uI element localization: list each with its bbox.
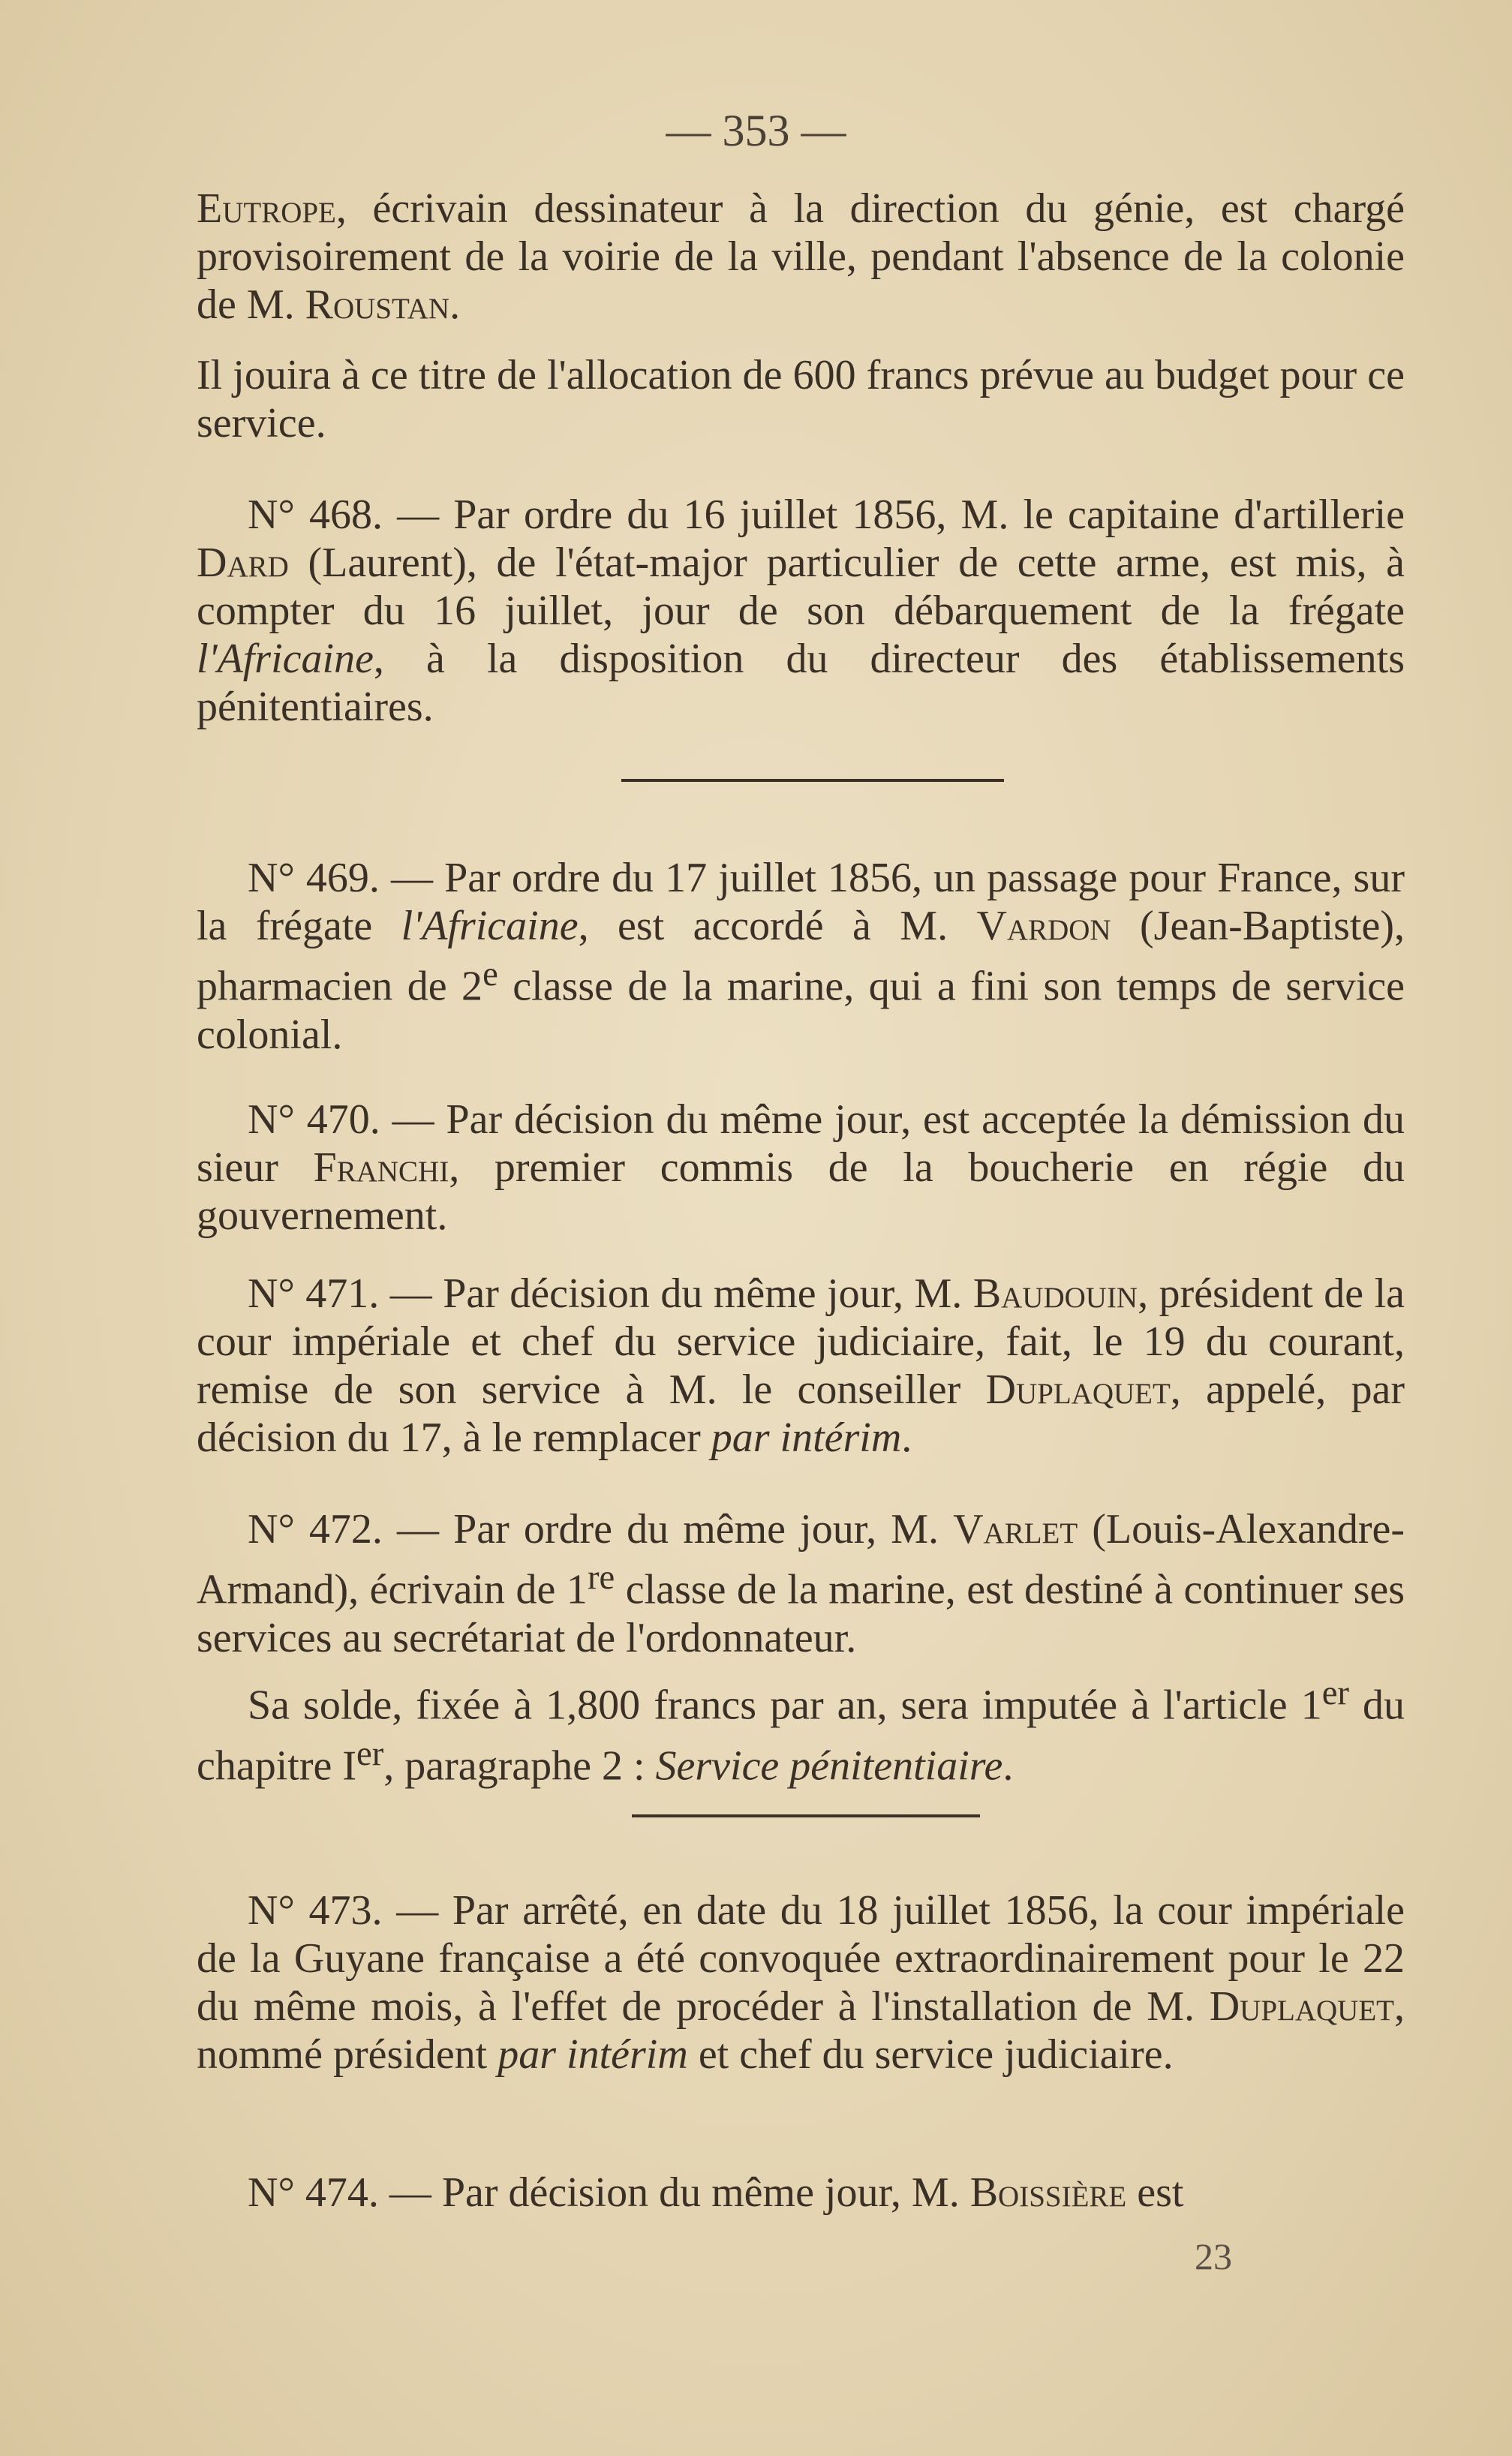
separator-rule-2 xyxy=(632,1814,980,1817)
interim-phrase: par intérim xyxy=(497,2031,688,2078)
entry-468 xyxy=(197,491,1405,731)
entry-474 xyxy=(197,2169,1405,2217)
paragraph-472: N° 472. — Par ordre du même jour, M. Varlet (Louis-Alexandre-Armand), écrivain de 1re classe de la marine, est destiné à continuer ses services au secrétariat de l'ordonnateur. xyxy=(197,1506,1405,1661)
entry-473 xyxy=(197,1886,1405,2079)
name-duplaquet: Duplaquet xyxy=(985,1366,1171,1413)
entry-472 xyxy=(197,1505,1405,1662)
paragraph-469: N° 469. — Par ordre du 17 juillet 1856, un passage pour France, sur la frégate l'Africaine, est accordé à M. Vardon (Jean-Baptiste), pharmacien de 2e classe de la marine, qui a fini son temps de service colonial. xyxy=(197,855,1405,1058)
paragraph-solde: Sa solde, fixée à 1,800 francs par an, sera imputée à l'article 1er du chapitre Ier, paragraphe 2 : Service pénitentiaire. xyxy=(197,1673,1405,1790)
paragraph-474: N° 474. — Par décision du même jour, M. Boissière est xyxy=(248,2169,1184,2216)
ship-name: l'Africaine xyxy=(197,636,374,682)
entry-469 xyxy=(197,854,1405,1059)
paragraph-468: N° 468. — Par ordre du 16 juillet 1856, M. le capitaine d'artillerie Dard (Laurent), de l'état-major particulier de cette arme, est mis, à compter du 16 juillet, jour de son débarquement de la frégate l'Africaine, à la disposition du directeur des établissements pénitentiaires. xyxy=(197,492,1405,730)
signature-mark: 23 xyxy=(1195,2235,1232,2277)
paragraph-473: N° 473. — Par arrêté, en date du 18 juillet 1856, la cour impériale de la Guyane française a été convoquée extraordinairement pour le 22 du même mois, à l'effet de procéder à l'installation de M. Duplaquet, nommé président par intérim et chef du service judiciaire. xyxy=(197,1887,1405,2078)
name-varlet: Varlet xyxy=(953,1506,1078,1553)
entry-eutrope xyxy=(197,185,1405,329)
ship-name: l'Africaine xyxy=(401,903,579,949)
name-eutrope: Eutrope xyxy=(197,185,336,232)
service-penitentiaire: Service pénitentiaire xyxy=(655,1742,1003,1790)
entry-allocation xyxy=(197,351,1405,447)
name-franchi: Franchi xyxy=(313,1144,449,1191)
entry-471 xyxy=(197,1270,1405,1462)
page-number: — 353 — xyxy=(666,106,846,155)
paragraph-471: N° 471. — Par décision du même jour, M. Baudouin, président de la cour impériale et chef du service judiciaire, fait, le 19 du courant, remise de son service à M. le conseiller Duplaquet, appelé, par décision du 17, à le remplacer par intérim. xyxy=(197,1270,1405,1461)
entry-472-solde xyxy=(197,1669,1405,1790)
interim-phrase: par intérim xyxy=(711,1414,902,1461)
name-dard: Dard xyxy=(197,540,289,586)
name-duplaquet: Duplaquet xyxy=(1209,1983,1394,2030)
name-vardon: Vardon xyxy=(976,903,1111,949)
paragraph-470: N° 470. — Par décision du même jour, est acceptée la démission du sieur Franchi, premier commis de la boucherie en régie du gouvernement. xyxy=(197,1096,1405,1239)
entry-470 xyxy=(197,1096,1405,1240)
separator-rule-1 xyxy=(621,779,1004,782)
name-boissiere: Boissière xyxy=(969,2169,1127,2216)
name-baudouin: Baudouin xyxy=(972,1270,1138,1317)
name-roustan: Roustan xyxy=(305,281,450,328)
paragraph-eutrope: Eutrope, écrivain dessinateur à la direction du génie, est chargé provisoirement de la voirie de la ville, pendant l'absence de la colonie de M. Roustan. xyxy=(197,185,1405,328)
paragraph-allocation: Il jouira à ce titre de l'allocation de 600 francs prévue au budget pour ce service. xyxy=(197,352,1405,446)
